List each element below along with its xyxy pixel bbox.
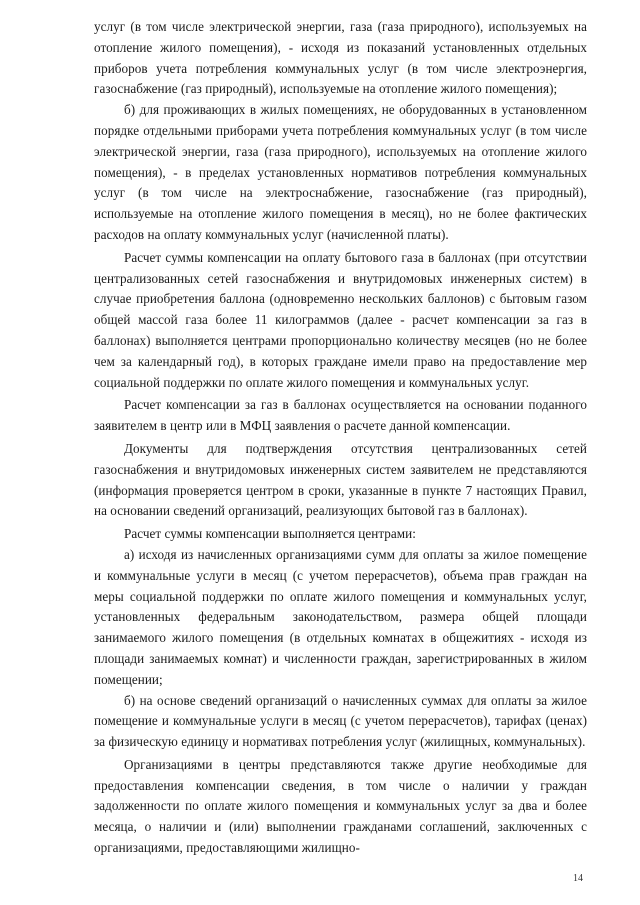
paragraph-5: Документы для подтверждения отсутствия централизованных сетей газоснабжения и внутридомовых инженерных систем заявителем не представляются (информация проверяется центром в сроки, указанные в пункте 7 настоящих Правил, на основании сведений организаций, реализующих бытовой газ в баллонах). xyxy=(94,440,587,519)
paragraph-6: Расчет суммы компенсации выполняется центрами: xyxy=(124,526,416,542)
page-number: 14 xyxy=(573,873,583,884)
paragraph-9: Организациями в центры представляются также другие необходимые для предоставления компенсации сведения, в том числе о наличии у граждан задолженности по оплате жилого помещения и коммунальных услуг за два и более месяца, о наличии и (или) выполнении гражданами соглашений, заключенных с организациями, предоставляющими жилищно- xyxy=(94,756,587,856)
paragraph-1: услуг (в том числе электрической энергии, газа (газа природного), используемых на отопление жилого помещения), - исходя из показаний установленных отдельных приборов учета потребления коммунальных услуг (в том числе электроэнергия, газоснабжение (газ природный), используемые на отопление жилого помещения); xyxy=(94,19,587,97)
paragraph-8: б) на основе сведений организаций о начисленных суммах для оплаты за жилое помещение и коммунальные услуги в месяц (с учетом перерасчетов), тарифах (ценах) за физическую единицу и нормативах потребления услуг (жилищных, коммунальных). xyxy=(94,692,587,750)
paragraph-2: б) для проживающих в жилых помещениях, не оборудованных в установленном порядке отдельными приборами учета потребления коммунальных услуг (в том числе электрической энергии, газа (газа природного), используемых на отопление жилого помещения), - в пределах установленных нормативов потребления коммунальных услуг (в том числе на электроснабжение, газоснабжение (газ природный), используемые на отопление жилого помещения в месяц), но не более фактических расходов на оплату коммунальных услуг (начисленной платы). xyxy=(94,102,587,242)
paragraph-3: Расчет суммы компенсации на оплату бытового газа в баллонах (при отсутствии централизованных сетей газоснабжения и внутридомовых инженерных систем) в случае приобретения баллона (одновременно нескольких баллонов) с бытовым газом общей массой газа более 11 килограммов (далее - расчет компенсации за газ в баллонах) выполняется центрами пропорционально количеству месяцев (но не более чем за календарный год), в которых граждане имели право на предоставление мер социальной поддержки по оплате жилого помещения и коммунальных услуг. xyxy=(94,249,587,390)
paragraph-4: Расчет компенсации за газ в баллонах осуществляется на основании поданного заявителем в центр или в МФЦ заявления о расчете данной компенсации. xyxy=(94,397,587,434)
paragraph-7: а) исходя из начисленных организациями сумм для оплаты за жилое помещение и коммунальные услуги в месяц (с учетом перерасчетов), объема прав граждан на меры социальной поддержки по оплате жилого помещения и коммунальных услуг, установленных федеральным законодательством, размера общей площади занимаемого жилого помещения (в отдельных комнатах в общежитиях - исходя из площади занимаемых комнат) и численности граждан, зарегистрированных в жилом помещении; xyxy=(94,546,587,687)
body-text xyxy=(94,17,587,859)
